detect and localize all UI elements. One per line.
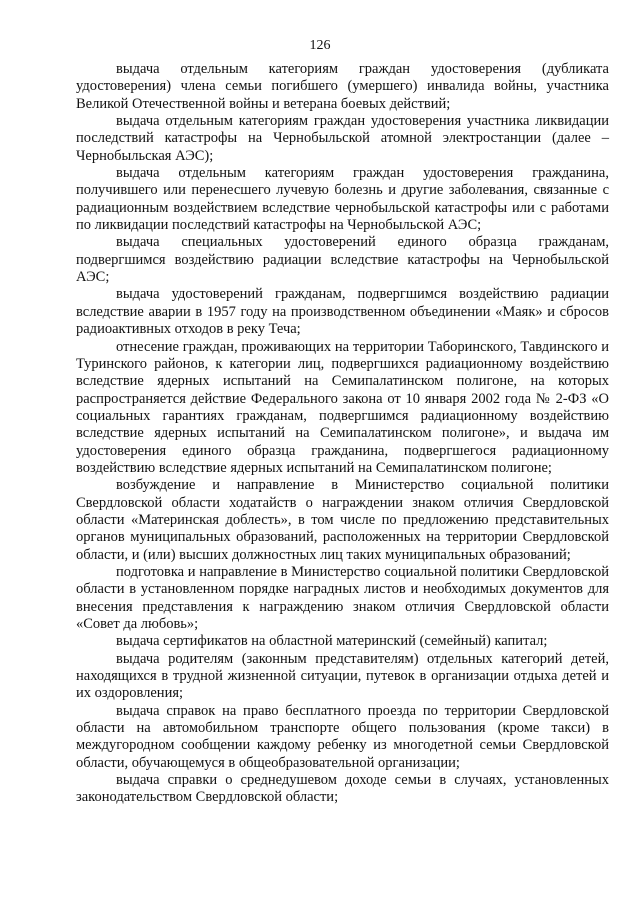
paragraph-2: выдача отдельным категориям граждан удостоверения участника ликвидации последствий катастрофы на Чернобыльской атомной электростанции (далее – Чернобыльская АЭС); — [76, 113, 609, 164]
paragraph-11: выдача справок на право бесплатного проезда по территории Свердловской области на автомобильном транспорте общего пользования (кроме такси) в междугородном сообщении каждому ребенку из многодетной семьи Свердловской области, обучающемуся в общеобразовательной организации; — [76, 702, 609, 771]
paragraph-1: выдача отдельным категориям граждан удостоверения (дубликата удостоверения) члена семьи погибшего (умершего) инвалида войны, участника Великой Отечественной войны и ветерана боевых действий; — [76, 61, 609, 112]
paragraph-9: выдача сертификатов на областной материнский (семейный) капитал; — [116, 633, 548, 650]
paragraph-4: выдача специальных удостоверений единого образца гражданам, подвергшимся воздействию радиации вследствие катастрофы на Чернобыльской АЭС; — [76, 234, 609, 286]
paragraph-8: подготовка и направление в Министерство социальной политики Свердловской области в установленном порядке наградных листов и необходимых документов для внесения представления к награждению знаком отличия Свердловской области «Совет да любовь»; — [76, 563, 609, 632]
paragraph-5: выдача удостоверений гражданам, подвергшимся воздействию радиации вследствие аварии в 1957 году на производственном объединении «Маяк» и сбросов радиоактивных отходов в реку Теча; — [76, 286, 609, 338]
paragraph-3: выдача отдельным категориям граждан удостоверения гражданина, получившего или перенесшего лучевую болезнь и другие заболевания, связанные с радиационным воздействием вследствие чернобыльской катастрофы или с работами по ликвидации последствий катастрофы на Чернобыльской АЭС; — [76, 165, 609, 234]
paragraph-12: выдача справки о среднедушевом доходе семьи в случаях, установленных законодательством Свердловской области; — [76, 772, 609, 806]
document-body — [76, 61, 609, 807]
paragraph-7: возбуждение и направление в Министерство социальной политики Свердловской области ходатайств о награждении знаком отличия Свердловской области «Материнская доблесть», в том числе по предложению представительных органов муниципальных образований, расположенных на территории Свердловской области, и (или) высших должностных лиц таких муниципальных образований; — [76, 477, 609, 563]
page-number: 126 — [309, 38, 331, 53]
paragraph-6: отнесение граждан, проживающих на территории Таборинского, Тавдинского и Туринского районов, к категории лиц, подвергшихся радиационному воздействию вследствие ядерных испытаний на Семипалатинском полигоне, на которых распространяется действие Федерального закона от 10 января 2002 года № 2-ФЗ «О социальных гарантиях гражданам, подвергшимся радиационному воздействию вследствие ядерных испытаний на Семипалатинском полигоне», и выдача им удостоверения единого образца гражданина, подвергшегося радиационному воздействию вследствие ядерных испытаний на Семипалатинском полигоне; — [76, 338, 609, 476]
paragraph-10: выдача родителям (законным представителям) отдельных категорий детей, находящихся в трудной жизненной ситуации, путевок в организации отдыха детей и их оздоровления; — [76, 650, 609, 702]
